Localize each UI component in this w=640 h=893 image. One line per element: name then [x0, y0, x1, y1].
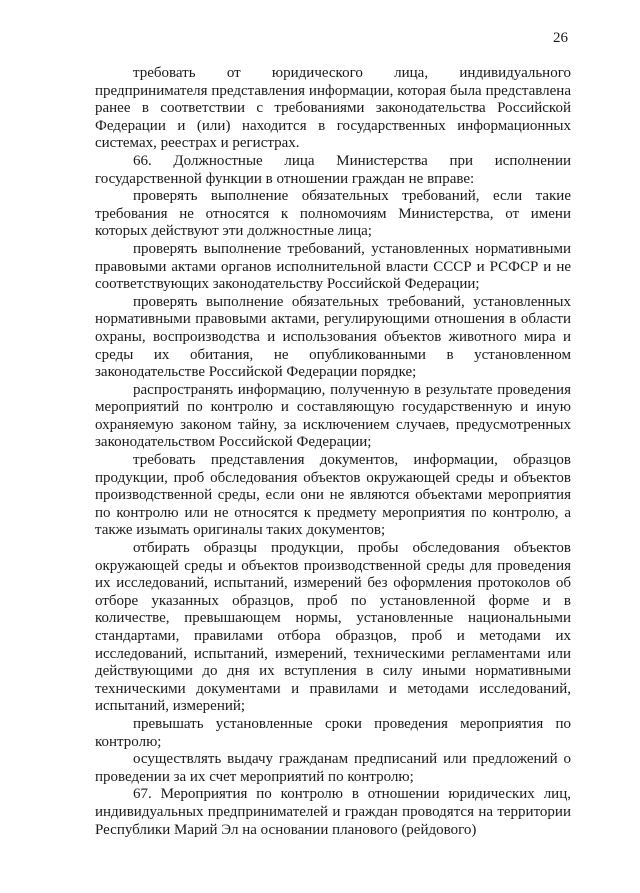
paragraph: требовать от юридического лица, индивидуального предпринимателя представления информации, которая была представлена ранее в соответствии с требованиями законодательства Российской Федерации и (или) находится в государственных информационных системах, реестрах и регистрах. — [95, 65, 571, 152]
paragraph: проверять выполнение обязательных требований, если такие требования не относятся к полномочиям Министерства, от имени которых действуют эти должностные лица; — [95, 188, 571, 240]
paragraph: превышать установленные сроки проведения мероприятия по контролю; — [95, 715, 571, 750]
paragraph: проверять выполнение требований, установленных нормативными правовыми актами органов исполнительной власти СССР и РСФСР и не соответствующих законодательству Российской Федерации; — [95, 240, 571, 293]
paragraph: 66. Должностные лица Министерства при исполнении государственной функции в отношении граждан не вправе: — [95, 152, 571, 187]
document-body — [95, 65, 571, 839]
paragraph: распространять информацию, полученную в результате проведения мероприятий по контролю и составляющую государственную и иную охраняемую законом тайну, за исключением случаев, предусмотренных законодательством Российской Федерации; — [95, 381, 571, 451]
paragraph: осуществлять выдачу гражданам предписаний или предложений о проведении за их счет мероприятий по контролю; — [95, 751, 571, 785]
paragraph: проверять выполнение обязательных требований, установленных нормативными правовыми актами, регулирующими отношения в области охраны, воспроизводства и использования объектов животного мира и среды их обитания, не опубликованными в установленном законодательстве Российской Федерации порядке; — [95, 293, 571, 381]
paragraph: требовать представления документов, информации, образцов продукции, проб обследования объектов окружающей среды и объектов производственной среды, если они не являются объектами мероприятия по контролю или не относятся к предмету мероприятия по контролю, а также изымать оригиналы таких документов; — [95, 452, 571, 539]
page-number: 26 — [553, 30, 568, 46]
paragraph: отбирать образцы продукции, пробы обследования объектов окружающей среды и объектов производственной среды для проведения их исследований, испытаний, измерений без оформления протоколов об отборе указанных образцов, проб по установленной форме и в количестве, превышающем нормы, установленные национальными стандартами, правилами отбора образцов, проб и методами их исследований, испытаний, измерений, техническими регламентами или действующими до дня их вступления в силу иными нормативными техническими документами и правилами и методами исследований, испытаний, измерений; — [95, 540, 571, 715]
paragraph: 67. Мероприятия по контролю в отношении юридических лиц, индивидуальных предпринимателей и граждан проводятся на территории Республики Марий Эл на основании планового (рейдового) — [95, 786, 571, 838]
